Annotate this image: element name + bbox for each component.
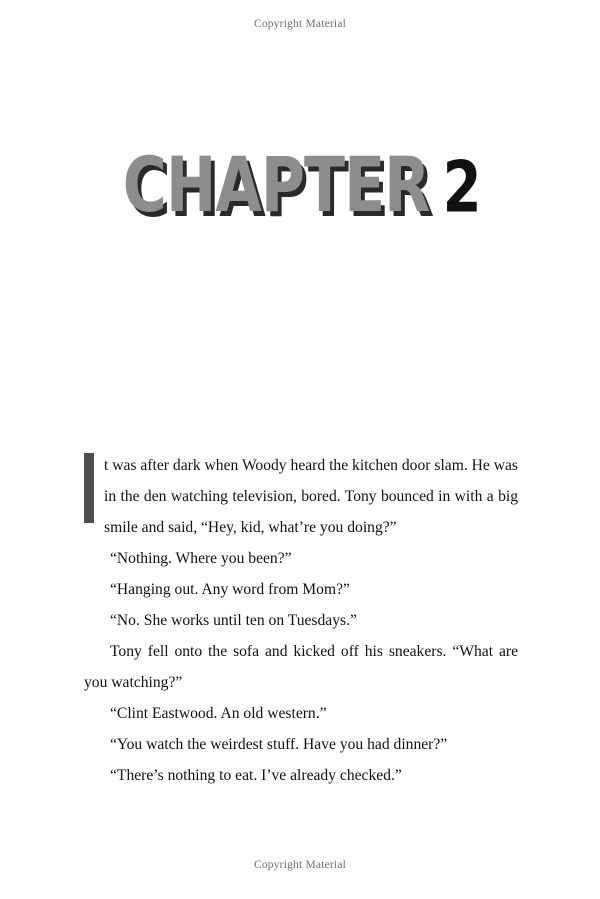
- paragraph-7: “You watch the weirdest stuff. Have you had dinner?”: [110, 736, 448, 753]
- paragraph-3: “Hanging out. Any word from Mom?”: [110, 581, 350, 598]
- drop-cap-bar: [84, 453, 94, 523]
- watermark-top: Copyright Material: [253, 18, 347, 30]
- chapter-title-word: CHAPTER: [123, 140, 430, 230]
- paragraph-4: “No. She works until ten on Tuesdays.”: [110, 612, 357, 629]
- paragraph-1: [84, 450, 518, 543]
- paragraph-5: Tony fell onto the sofa and kicked off his sneakers. “What are you watching?”: [84, 643, 518, 691]
- chapter-number: 2: [442, 147, 482, 229]
- paragraph-6: “Clint Eastwood. An old western.”: [110, 705, 327, 722]
- chapter-heading: [0, 128, 600, 230]
- watermark-bottom: Copyright Material: [253, 859, 347, 871]
- paragraph-2: “Nothing. Where you been?”: [110, 550, 292, 567]
- paragraph-8: “There’s nothing to eat. I’ve already checked.”: [110, 767, 402, 784]
- body-text: [84, 450, 518, 791]
- paragraph-1-text: t was after dark when Woody heard the kitchen door slam. He was in the den watching television, bored. Tony bounced in with a big smile and said, “Hey, kid, what’re you doing?”: [104, 457, 518, 536]
